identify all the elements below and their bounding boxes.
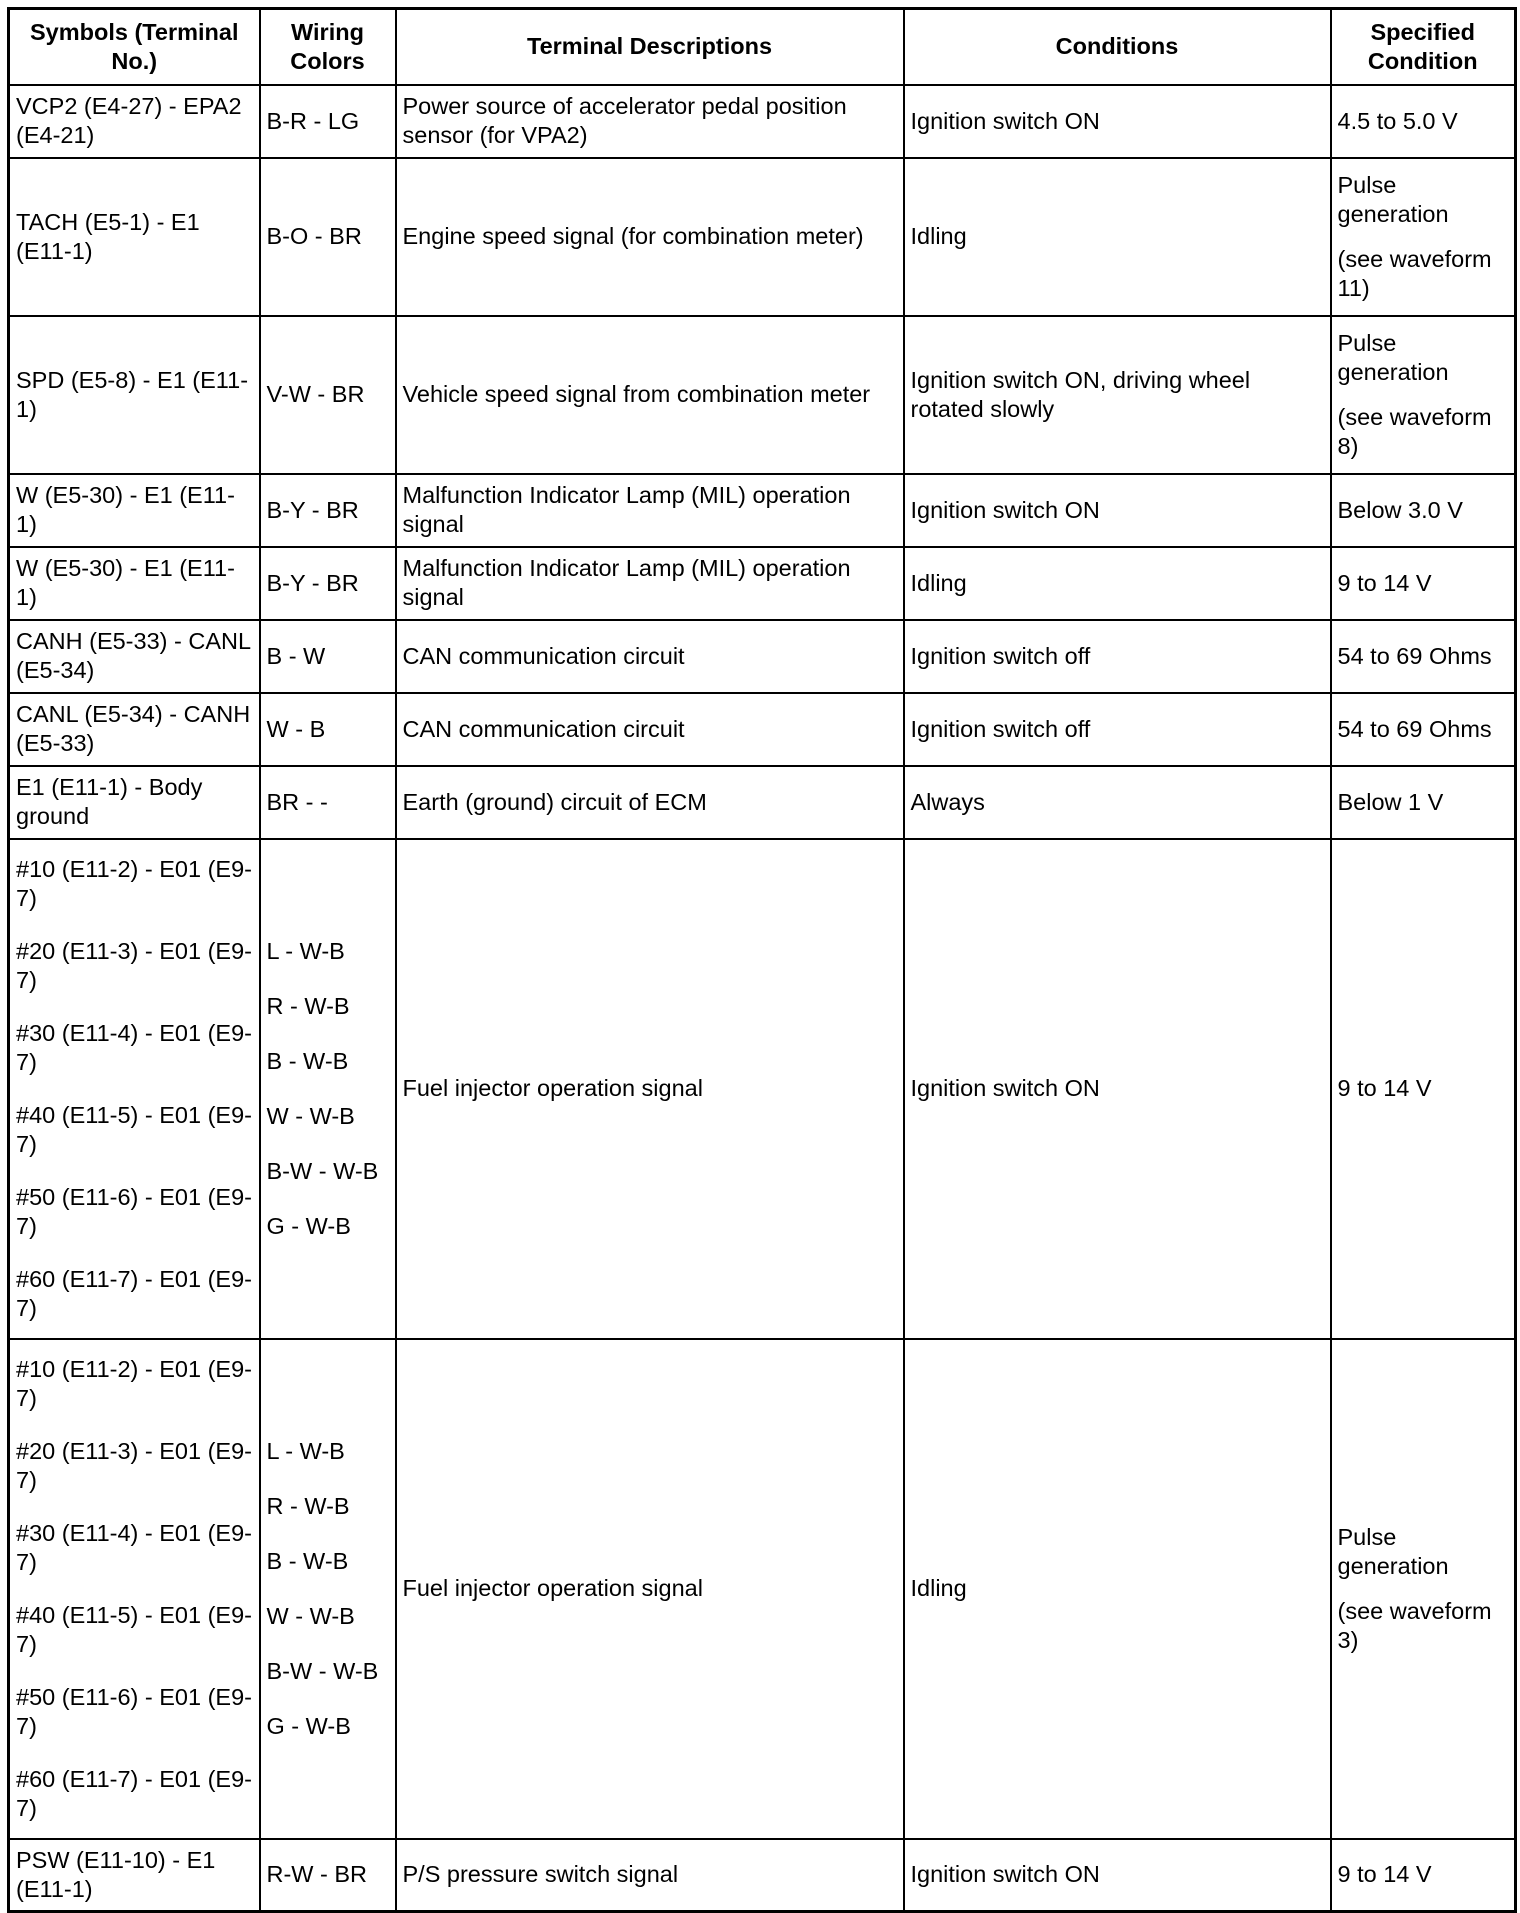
table-row [9, 839, 1516, 1339]
symbol-line: #20 (E11-3) - E01 (E9-7) [16, 937, 252, 993]
table-row [9, 474, 1516, 547]
spec-line: Pulse generation [1337, 1523, 1449, 1579]
desc-cell: Engine speed signal (for combination meter) [396, 158, 904, 316]
header-desc: Terminal Descriptions [396, 9, 904, 85]
wiring-cell: W - B [260, 693, 396, 766]
symbol-line: #40 (E11-5) - E01 (E9-7) [16, 1101, 252, 1157]
symbol-line: #50 (E11-6) - E01 (E9-7) [16, 1183, 252, 1239]
symbol-cell: PSW (E11-10) - E1 (E11-1) [9, 1839, 260, 1912]
spec-cell [1331, 1339, 1516, 1839]
header-row [9, 9, 1516, 85]
cond-cell: Ignition switch ON [904, 839, 1331, 1339]
symbol-cell [9, 1339, 260, 1839]
wiring-cell: B-Y - BR [260, 474, 396, 547]
cond-cell: Idling [904, 547, 1331, 620]
spec-cell [1331, 316, 1516, 474]
table-row [9, 85, 1516, 158]
header-cond: Conditions [904, 9, 1331, 85]
symbol-cell: CANL (E5-34) - CANH (E5-33) [9, 693, 260, 766]
header-wiring: Wiring Colors [260, 9, 396, 85]
table-row [9, 766, 1516, 839]
symbol-cell: SPD (E5-8) - E1 (E11-1) [9, 316, 260, 474]
desc-cell: Malfunction Indicator Lamp (MIL) operation signal [396, 547, 904, 620]
header-spec: Specified Condition [1331, 9, 1516, 85]
desc-cell: CAN communication circuit [396, 620, 904, 693]
spec-line: Pulse generation [1337, 329, 1449, 385]
symbol-cell: W (E5-30) - E1 (E11-1) [9, 474, 260, 547]
symbol-line: #30 (E11-4) - E01 (E9-7) [16, 1019, 252, 1075]
symbol-line: #10 (E11-2) - E01 (E9-7) [16, 1355, 252, 1411]
symbol-line: #60 (E11-7) - E01 (E9-7) [16, 1265, 252, 1321]
desc-cell: CAN communication circuit [396, 693, 904, 766]
symbol-cell: TACH (E5-1) - E1 (E11-1) [9, 158, 260, 316]
wiring-cell: R-W - BR [260, 1839, 396, 1912]
symbol-cell [9, 839, 260, 1339]
terminal-spec-table [7, 7, 1517, 1913]
wiring-line: L - W-B [266, 937, 345, 964]
wiring-line: R - W-B [266, 1492, 350, 1519]
desc-cell: Power source of accelerator pedal position sensor (for VPA2) [396, 85, 904, 158]
spec-cell [1331, 158, 1516, 316]
wiring-line: R - W-B [266, 992, 350, 1019]
table-row [9, 316, 1516, 474]
symbol-line: #40 (E11-5) - E01 (E9-7) [16, 1601, 252, 1657]
wiring-line: G - W-B [266, 1712, 351, 1739]
spec-line: Pulse generation [1337, 171, 1449, 227]
cond-cell: Ignition switch off [904, 620, 1331, 693]
table-row [9, 158, 1516, 316]
header-symbols: Symbols (Terminal No.) [9, 9, 260, 85]
symbol-line: #60 (E11-7) - E01 (E9-7) [16, 1765, 252, 1821]
cond-cell: Ignition switch off [904, 693, 1331, 766]
table-row [9, 547, 1516, 620]
wiring-line: L - W-B [266, 1437, 345, 1464]
spec-cell: 9 to 14 V [1331, 547, 1516, 620]
desc-cell: Earth (ground) circuit of ECM [396, 766, 904, 839]
symbol-cell: E1 (E11-1) - Body ground [9, 766, 260, 839]
wiring-cell: B - W [260, 620, 396, 693]
cond-cell: Ignition switch ON [904, 474, 1331, 547]
spec-cell: 9 to 14 V [1331, 1839, 1516, 1912]
table-row [9, 1839, 1516, 1912]
symbol-line: #30 (E11-4) - E01 (E9-7) [16, 1519, 252, 1575]
spec-cell: 54 to 69 Ohms [1331, 620, 1516, 693]
symbol-cell: W (E5-30) - E1 (E11-1) [9, 547, 260, 620]
symbol-line: #50 (E11-6) - E01 (E9-7) [16, 1683, 252, 1739]
spec-line: (see waveform 3) [1337, 1597, 1492, 1653]
symbol-cell: CANH (E5-33) - CANL (E5-34) [9, 620, 260, 693]
cond-cell: Ignition switch ON [904, 1839, 1331, 1912]
spec-cell: Below 3.0 V [1331, 474, 1516, 547]
symbol-line: #20 (E11-3) - E01 (E9-7) [16, 1437, 252, 1493]
symbol-cell: VCP2 (E4-27) - EPA2 (E4-21) [9, 85, 260, 158]
wiring-line: G - W-B [266, 1212, 351, 1239]
wiring-cell: V-W - BR [260, 316, 396, 474]
spec-cell: 54 to 69 Ohms [1331, 693, 1516, 766]
desc-cell: Fuel injector operation signal [396, 1339, 904, 1839]
wiring-line: B - W-B [266, 1547, 349, 1574]
wiring-cell: B-R - LG [260, 85, 396, 158]
spec-line: (see waveform 8) [1337, 403, 1492, 459]
spec-line: (see waveform 11) [1337, 245, 1492, 301]
desc-cell: Fuel injector operation signal [396, 839, 904, 1339]
wiring-line: W - W-B [266, 1602, 355, 1629]
wiring-cell [260, 839, 396, 1339]
cond-cell: Ignition switch ON [904, 85, 1331, 158]
wiring-line: B-W - W-B [266, 1157, 379, 1184]
symbol-line: #10 (E11-2) - E01 (E9-7) [16, 855, 252, 911]
spec-cell: 9 to 14 V [1331, 839, 1516, 1339]
wiring-cell [260, 1339, 396, 1839]
table-row [9, 1339, 1516, 1839]
cond-cell: Idling [904, 158, 1331, 316]
table-row [9, 620, 1516, 693]
cond-cell: Ignition switch ON, driving wheel rotated slowly [904, 316, 1331, 474]
wiring-line: B-W - W-B [266, 1657, 379, 1684]
desc-cell: Vehicle speed signal from combination meter [396, 316, 904, 474]
wiring-line: W - W-B [266, 1102, 355, 1129]
spec-cell: 4.5 to 5.0 V [1331, 85, 1516, 158]
cond-cell: Always [904, 766, 1331, 839]
desc-cell: Malfunction Indicator Lamp (MIL) operation signal [396, 474, 904, 547]
wiring-line: B - W-B [266, 1047, 349, 1074]
table-row [9, 693, 1516, 766]
wiring-cell: BR - - [260, 766, 396, 839]
cond-cell: Idling [904, 1339, 1331, 1839]
wiring-cell: B-O - BR [260, 158, 396, 316]
desc-cell: P/S pressure switch signal [396, 1839, 904, 1912]
wiring-cell: B-Y - BR [260, 547, 396, 620]
spec-cell: Below 1 V [1331, 766, 1516, 839]
